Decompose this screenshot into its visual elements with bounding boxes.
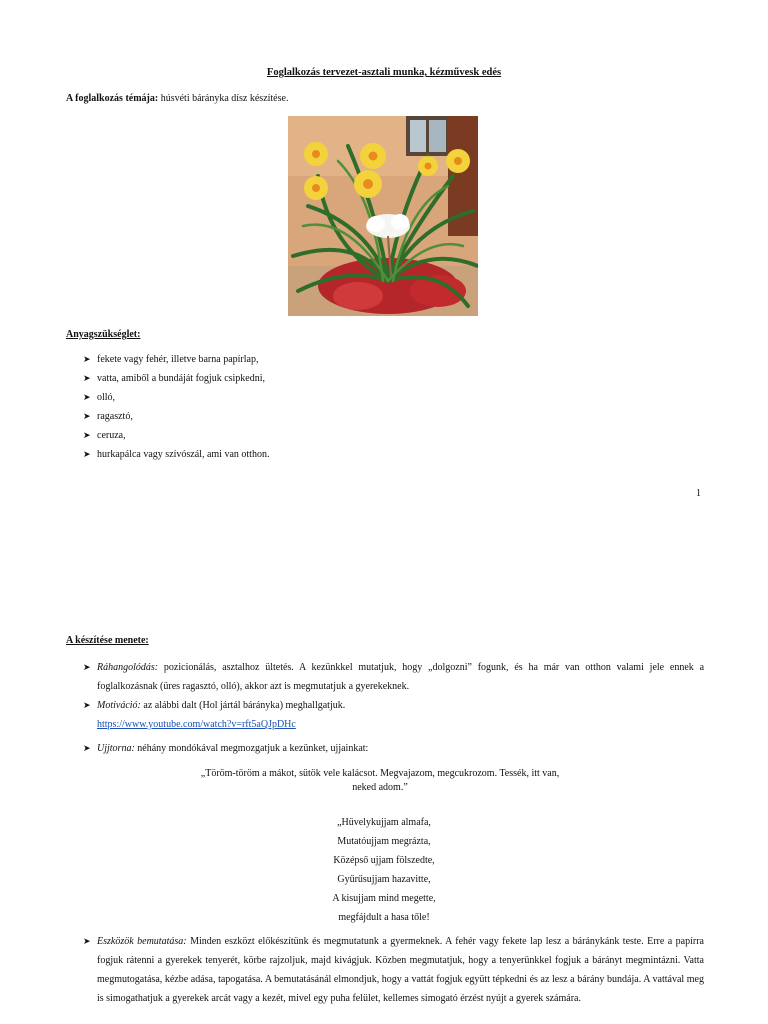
document-title: Foglalkozás tervezet-asztali munka, kézművesk edés bbox=[266, 67, 502, 78]
step-motivation bbox=[66, 696, 704, 734]
step-finger-exercise bbox=[66, 739, 704, 758]
list-item: ➤ ragasztó, bbox=[83, 411, 133, 422]
list-item: ➤ olló, bbox=[83, 392, 116, 403]
rhyme-line: „Töröm-töröm a mákot, sütök vele kalácsot. Megvajazom, megcukrozom. Tessék, itt van, bbox=[200, 768, 560, 779]
list-item: ➤ vatta, amiből a bundáját fogjuk csipkedni, bbox=[83, 373, 266, 384]
poem-line: „Hüvelykujjam almafa, bbox=[337, 817, 431, 828]
step-text: pozicionálás, asztalhoz ültetés. A kezünkkel mutatjuk, hogy „dolgozni” fogunk, és ha már van otthon valami jele ennek a foglalkozásnak (üres ragasztó, olló), akkor azt is megmutatjuk a gyerekeknek. bbox=[97, 662, 705, 692]
arrow-bullet-icon: ➤ bbox=[83, 662, 91, 672]
step-tools bbox=[66, 932, 704, 1008]
poem-line: megfájdult a hasa tőle! bbox=[338, 912, 430, 923]
step-text: néhány mondókával megmozgatjuk a kezünket, ujjainkat: bbox=[137, 743, 369, 754]
step-text: Minden eszközt előkészítünk és megmutatunk a gyermeknek. A fehér vagy fekete lap lesz a báránykánk teste. Erre a papírra fogjuk rátenni a gyerekek tenyerét, körbe rajzoljuk, majd kivágjuk. Közben megmutatjuk, hogy a tenyerünkkel fogjuk a bárányt megmintázni. Vatta megmutogatása, kézbe adása, tapogatása. A bemutatásánál elmondjuk, hogy a vattát fogjuk együtt tépkedni és az lesz a bárány bundája. A vattával meg is simogathatjuk a gyerekek arcát vagy a kezét, mivel egy puha felület, kellemes simogató érzést nyújt a gyerek számára. bbox=[97, 936, 704, 1004]
arrow-bullet-icon: ➤ bbox=[83, 936, 91, 946]
rhyme-line: neked adom.” bbox=[352, 782, 408, 793]
step-label: Motiváció: bbox=[97, 700, 141, 711]
arrow-bullet-icon: ➤ bbox=[83, 449, 91, 459]
materials-heading: Anyagszükséglet: bbox=[66, 329, 141, 340]
list-item: ➤ ceruza, bbox=[83, 430, 126, 441]
step-label: Ráhangolódás: bbox=[97, 662, 159, 673]
youtube-link[interactable]: https://www.youtube.com/watch?v=rft5aQJpDHc bbox=[97, 719, 296, 730]
materials-list bbox=[66, 353, 706, 467]
poem-line: Mutatóujjam megrázta, bbox=[337, 836, 431, 847]
arrow-bullet-icon: ➤ bbox=[83, 411, 91, 421]
step-label: Eszközök bemutatása: bbox=[97, 936, 187, 947]
step-warmup bbox=[66, 658, 704, 696]
process-steps-list bbox=[66, 658, 704, 758]
process-steps-list-continued bbox=[66, 932, 704, 1008]
arrow-bullet-icon: ➤ bbox=[83, 430, 91, 440]
arrow-bullet-icon: ➤ bbox=[83, 392, 91, 402]
daffodil-lamb-photo bbox=[288, 116, 478, 316]
arrow-bullet-icon: ➤ bbox=[83, 743, 91, 753]
arrow-bullet-icon: ➤ bbox=[83, 700, 91, 710]
list-item: ➤ hurkapálca vagy szívószál, ami van otthon. bbox=[83, 449, 270, 460]
rhyme-poppy bbox=[110, 767, 650, 795]
step-label: Ujjtorna: bbox=[97, 743, 135, 754]
theme-line bbox=[66, 92, 288, 106]
page-number: 1 bbox=[696, 488, 701, 499]
list-item: ➤ fekete vagy fehér, illetve barna papírlap, bbox=[83, 354, 259, 365]
poem-line: Középső ujjam fölszedte, bbox=[333, 855, 435, 866]
theme-label: A foglalkozás témája: bbox=[66, 93, 159, 104]
theme-text: húsvéti bárányka dísz készítése. bbox=[160, 93, 289, 104]
rhyme-fingers bbox=[0, 813, 768, 927]
step-text: az alábbi dalt (Hol jártál bárányka) meghallgatjuk. bbox=[143, 700, 346, 711]
poem-line: Gyűrűsujjam hazavitte, bbox=[337, 874, 431, 885]
arrow-bullet-icon: ➤ bbox=[83, 373, 91, 383]
poem-line: A kisujjam mind megette, bbox=[332, 893, 436, 904]
photo-illustration bbox=[288, 116, 478, 316]
process-heading: A készítése menete: bbox=[66, 635, 149, 646]
arrow-bullet-icon: ➤ bbox=[83, 354, 91, 364]
